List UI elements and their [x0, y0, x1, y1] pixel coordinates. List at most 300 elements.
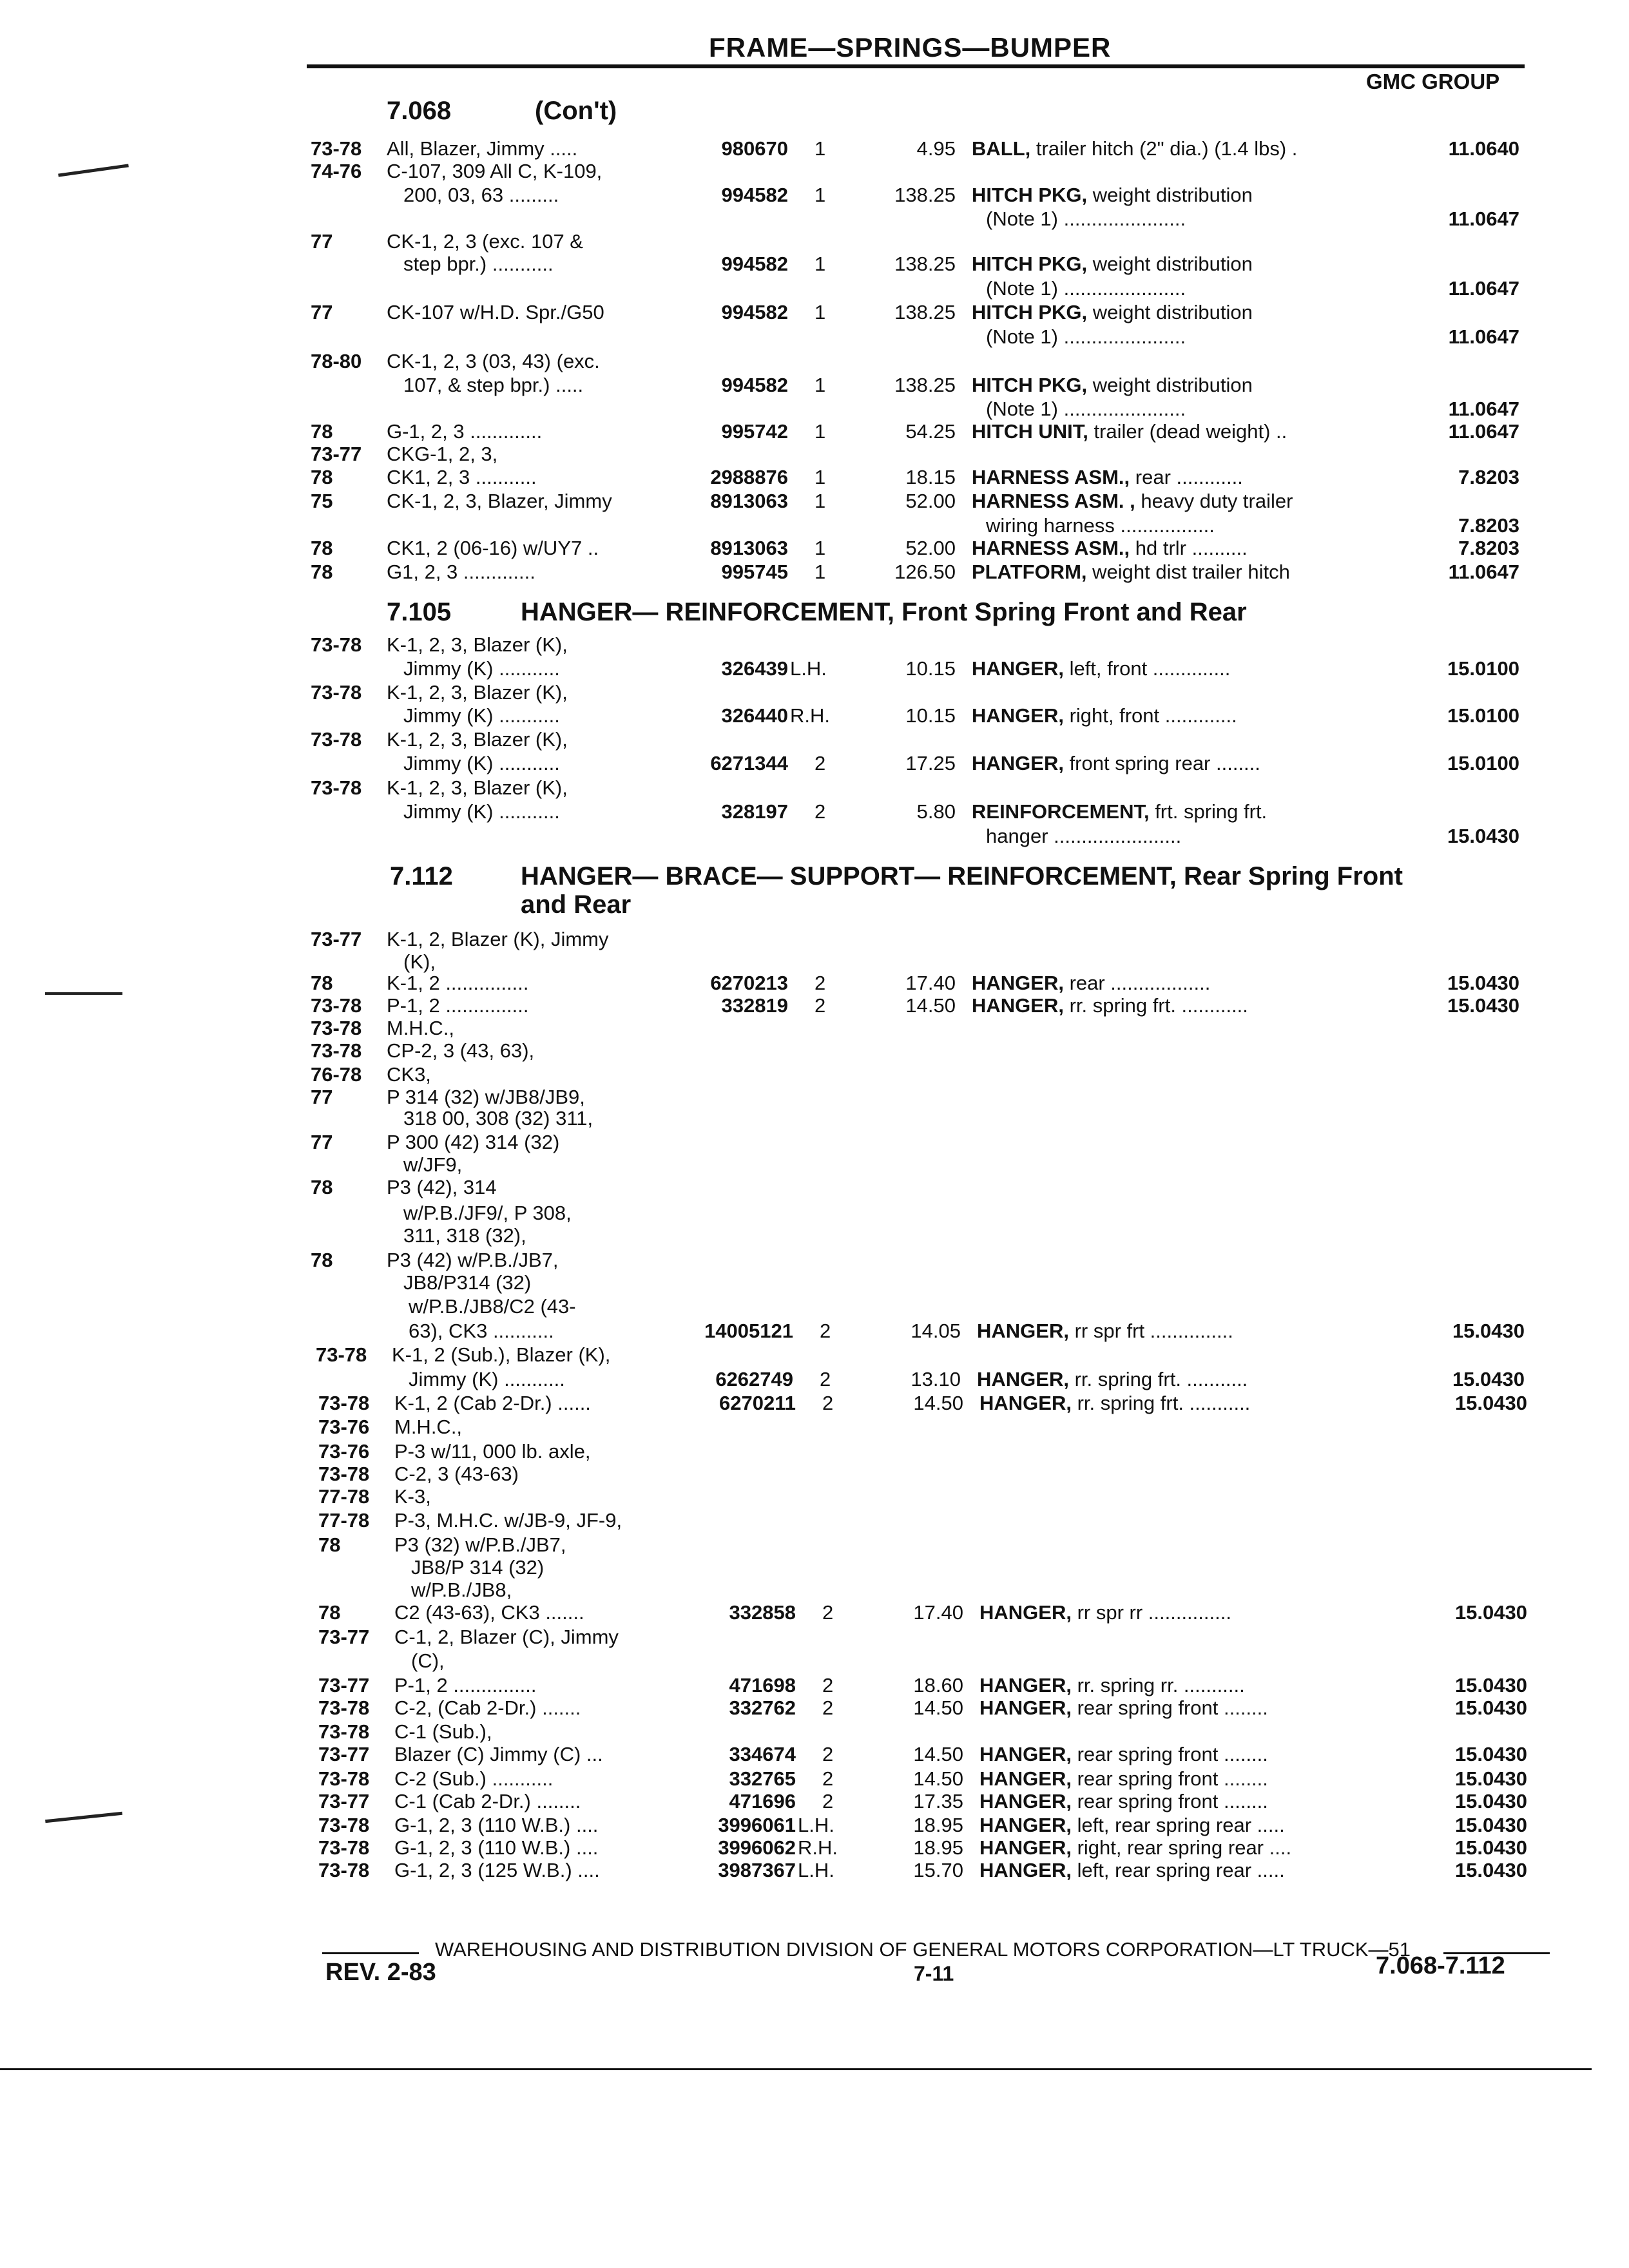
description-keyword: HARNESS ASM.,	[972, 537, 1130, 559]
application: M.H.C.,	[387, 1017, 455, 1039]
application: G-1, 2, 3 (110 W.B.) ....	[394, 1836, 599, 1859]
description-text: (Note 1) ......................	[986, 207, 1186, 230]
model-year: 73-78	[311, 1039, 362, 1062]
quantity: R.H.	[790, 704, 830, 727]
description-text: rear ..................	[1063, 972, 1211, 994]
description-text: rear spring front ........	[1071, 1790, 1268, 1812]
quantity: 1	[815, 253, 826, 275]
catalog-number: 11.0640	[1448, 137, 1519, 160]
description-text: trailer (dead weight) ..	[1088, 420, 1287, 443]
table-row	[0, 657, 1629, 683]
table-row	[0, 443, 1629, 468]
application: CK-1, 2, 3 (exc. 107 &	[387, 230, 583, 253]
description	[972, 420, 1287, 443]
model-year: 78	[318, 1533, 341, 1556]
catalog-number: 15.0430	[1454, 1790, 1527, 1812]
description-text: rr. spring rr. ...........	[1071, 1674, 1245, 1696]
description-keyword: HANGER,	[972, 972, 1064, 994]
table-row	[0, 1836, 1629, 1862]
price: 10.15	[905, 657, 956, 680]
table-row	[0, 1320, 1629, 1345]
application: CKG-1, 2, 3,	[387, 443, 498, 465]
part-number: 14005121	[704, 1320, 793, 1342]
description-keyword: HANGER,	[979, 1601, 1072, 1624]
scan-edge-line	[0, 2068, 1592, 2070]
application: C-1 (Cab 2-Dr.) ........	[394, 1790, 581, 1812]
quantity: 1	[815, 561, 826, 583]
application: K-1, 2 (Cab 2-Dr.) ......	[394, 1392, 591, 1414]
application: Blazer (C) Jimmy (C) ...	[394, 1743, 603, 1765]
part-number: 994582	[721, 374, 788, 396]
description-text: weight distribution	[1087, 184, 1253, 206]
price: 54.25	[905, 420, 956, 443]
table-row	[0, 1601, 1629, 1627]
application: C-2, 3 (43-63)	[394, 1463, 519, 1485]
table-row	[0, 1063, 1629, 1089]
table-row	[0, 374, 1629, 399]
description	[972, 466, 1243, 489]
header-rule	[307, 64, 1525, 68]
application: C-1 (Sub.),	[394, 1720, 492, 1743]
table-row	[0, 1416, 1629, 1441]
description	[972, 301, 1253, 324]
description-text: hanger .......................	[986, 825, 1182, 847]
table-row	[0, 398, 1629, 423]
description-text: rr. spring frt. ...........	[1068, 1368, 1248, 1390]
table-row	[0, 277, 1629, 303]
description-keyword: HANGER,	[979, 1814, 1072, 1836]
description	[979, 1743, 1268, 1766]
table-row	[0, 1224, 1629, 1250]
part-number: 326440	[721, 704, 788, 727]
application: P3 (42) w/P.B./JB7,	[387, 1249, 559, 1271]
model-year: 78	[318, 1601, 341, 1624]
application: P 314 (32) w/JB8/JB9,	[387, 1086, 585, 1108]
table-row	[0, 1368, 1629, 1394]
price: 14.50	[913, 1392, 963, 1414]
model-year: 73-76	[318, 1416, 370, 1438]
table-row	[0, 1720, 1629, 1746]
price: 126.50	[894, 561, 956, 583]
table-row	[0, 537, 1629, 562]
description-keyword: HARNESS ASM.,	[972, 466, 1130, 488]
price: 14.50	[913, 1743, 963, 1765]
price: 18.95	[913, 1814, 963, 1836]
model-year: 73-77	[311, 928, 362, 950]
price: 14.05	[911, 1320, 961, 1342]
application: 200, 03, 63 .........	[403, 184, 559, 206]
quantity: 2	[815, 752, 826, 774]
description	[979, 1814, 1285, 1837]
quantity: 1	[815, 301, 826, 323]
application: K-1, 2, Blazer (K), Jimmy	[387, 928, 609, 950]
table-row	[0, 301, 1629, 327]
description-text: (Note 1) ......................	[986, 277, 1186, 300]
application: 318 00, 308 (32) 311,	[403, 1107, 593, 1129]
description-text: rear spring front ........	[1071, 1743, 1268, 1765]
table-row	[0, 1343, 1629, 1369]
table-row	[0, 1463, 1629, 1488]
table-row	[0, 1249, 1629, 1274]
price: 138.25	[894, 374, 956, 396]
quantity: 1	[815, 137, 826, 160]
model-year: 73-78	[311, 776, 362, 799]
quantity: 2	[820, 1368, 831, 1390]
description	[972, 972, 1210, 995]
description-keyword: PLATFORM,	[972, 561, 1087, 583]
application: w/JF9,	[403, 1153, 463, 1176]
price: 13.10	[911, 1368, 961, 1390]
application: CP-2, 3 (43, 63),	[387, 1039, 535, 1062]
application: w/P.B./JF9/, P 308,	[403, 1202, 572, 1224]
quantity: 1	[815, 374, 826, 396]
page-number: 7-11	[914, 1962, 954, 1985]
model-year: 73-78	[318, 1767, 370, 1790]
quantity: 2	[815, 972, 826, 994]
model-year: 73-77	[318, 1674, 370, 1696]
catalog-number: 15.0430	[1452, 1320, 1525, 1342]
model-year: 73-77	[318, 1743, 370, 1765]
model-year: 73-78	[311, 728, 362, 751]
table-row	[0, 1153, 1629, 1179]
description-text: hd trlr ..........	[1130, 537, 1248, 559]
table-row	[0, 137, 1629, 163]
description	[972, 490, 1293, 513]
description	[972, 137, 1297, 160]
catalog-number: 15.0100	[1447, 657, 1519, 680]
application: K-1, 2, 3, Blazer (K),	[387, 633, 568, 656]
table-row	[0, 1509, 1629, 1535]
table-row	[0, 253, 1629, 278]
table-row	[0, 207, 1629, 233]
part-number: 8913063	[710, 490, 788, 512]
part-number: 334674	[729, 1743, 796, 1765]
description	[979, 1696, 1268, 1720]
quantity: 2	[822, 1696, 834, 1719]
description	[979, 1859, 1285, 1882]
application: K-1, 2 (Sub.), Blazer (K),	[392, 1343, 611, 1366]
description-text: heavy duty trailer	[1135, 490, 1293, 512]
application: 63), CK3 ...........	[409, 1320, 554, 1342]
part-number: 995745	[721, 561, 788, 583]
part-number: 332762	[729, 1696, 796, 1719]
model-year: 73-77	[318, 1626, 370, 1648]
description	[972, 253, 1253, 276]
description-text: rr. spring frt. ............	[1063, 994, 1248, 1017]
model-year: 73-78	[318, 1696, 370, 1719]
description	[986, 825, 1181, 848]
model-year: 77-78	[318, 1509, 370, 1532]
catalog-number: 15.0430	[1452, 1368, 1525, 1390]
model-year: 77	[311, 1086, 333, 1108]
table-row	[0, 800, 1629, 826]
price: 4.95	[916, 137, 956, 160]
catalog-number: 7.8203	[1458, 466, 1519, 488]
description	[972, 561, 1290, 584]
table-row	[0, 1626, 1629, 1651]
footer-rule-left	[322, 1952, 419, 1954]
part-number: 6270211	[719, 1392, 796, 1414]
quantity: 1	[815, 420, 826, 443]
catalog-number: 15.0430	[1454, 1696, 1527, 1719]
table-row	[0, 994, 1629, 1020]
table-row	[0, 1674, 1629, 1700]
description-text: right, rear spring rear ....	[1071, 1836, 1292, 1859]
part-number: 332858	[729, 1601, 796, 1624]
table-row	[0, 561, 1629, 586]
table-row	[0, 1556, 1629, 1582]
catalog-number: 7.8203	[1458, 537, 1519, 559]
quantity: R.H.	[798, 1836, 838, 1859]
application: C-107, 309 All C, K-109,	[387, 160, 602, 182]
model-year: 73-78	[311, 137, 362, 160]
price: 138.25	[894, 253, 956, 275]
description-keyword: HITCH PKG,	[972, 184, 1088, 206]
part-number: 332819	[721, 994, 788, 1017]
application: 311, 318 (32),	[403, 1224, 526, 1247]
price: 52.00	[905, 490, 956, 512]
description-text: rear spring front ........	[1071, 1696, 1268, 1719]
part-number: 994582	[721, 253, 788, 275]
table-row	[0, 420, 1629, 446]
catalog-number: 15.0100	[1447, 704, 1519, 727]
description-keyword: REINFORCEMENT,	[972, 800, 1150, 823]
description-keyword: HANGER,	[979, 1836, 1072, 1859]
model-year: 73-78	[318, 1720, 370, 1743]
table-row	[0, 1743, 1629, 1769]
part-number: 995742	[721, 420, 788, 443]
application: Jimmy (K) ...........	[403, 657, 560, 680]
application: Jimmy (K) ...........	[403, 800, 560, 823]
application: Jimmy (K) ...........	[403, 704, 560, 727]
catalog-number: 7.8203	[1458, 514, 1519, 537]
table-row	[0, 825, 1629, 850]
section-number: 7.068	[387, 97, 452, 125]
application: K-1, 2, 3, Blazer (K),	[387, 681, 568, 704]
application: CK1, 2, 3 ...........	[387, 466, 537, 488]
model-year: 77-78	[318, 1485, 370, 1508]
description-keyword: HARNESS ASM. ,	[972, 490, 1135, 512]
application: step bpr.) ...........	[403, 253, 554, 275]
price: 17.35	[913, 1790, 963, 1812]
model-year: 78-80	[311, 350, 362, 372]
description-text: (Note 1) ......................	[986, 325, 1186, 348]
application: w/P.B./JB8,	[411, 1579, 512, 1601]
description	[972, 800, 1267, 823]
table-row	[0, 681, 1629, 707]
part-number: 3987367	[718, 1859, 796, 1881]
application: C-1, 2, Blazer (C), Jimmy	[394, 1626, 619, 1648]
description-text: rr. spring frt. ...........	[1071, 1392, 1251, 1414]
table-row	[0, 160, 1629, 186]
description-text: weight distribution	[1087, 374, 1253, 396]
description-keyword: HITCH PKG,	[972, 374, 1088, 396]
catalog-number: 15.0430	[1447, 825, 1519, 847]
application: G-1, 2, 3 (125 W.B.) ....	[394, 1859, 600, 1881]
table-row	[0, 1271, 1629, 1297]
catalog-number: 15.0430	[1454, 1601, 1527, 1624]
description	[972, 184, 1253, 207]
application: CK-107 w/H.D. Spr./G50	[387, 301, 604, 323]
table-row	[0, 1017, 1629, 1043]
application: K-1, 2 ...............	[387, 972, 529, 994]
model-year: 77	[311, 230, 333, 253]
description-text: rr spr rr ...............	[1071, 1601, 1231, 1624]
table-row	[0, 728, 1629, 754]
price: 18.15	[905, 466, 956, 488]
model-year: 77	[311, 301, 333, 323]
price: 52.00	[905, 537, 956, 559]
table-row	[0, 466, 1629, 492]
description	[972, 704, 1237, 727]
description	[972, 374, 1253, 397]
table-row	[0, 1649, 1629, 1675]
description-keyword: HANGER,	[979, 1696, 1072, 1719]
section-number: 7.112	[390, 862, 453, 890]
model-year: 78	[311, 1176, 333, 1198]
description-keyword: HANGER,	[972, 752, 1064, 774]
quantity: 1	[815, 537, 826, 559]
part-number: 994582	[721, 301, 788, 323]
quantity: L.H.	[798, 1814, 834, 1836]
description-keyword: HANGER,	[972, 994, 1064, 1017]
application: JB8/P314 (32)	[403, 1271, 532, 1294]
table-row	[0, 1696, 1629, 1722]
application: P-1, 2 ...............	[387, 994, 529, 1017]
description-keyword: HANGER,	[979, 1790, 1072, 1812]
catalog-number: 15.0430	[1454, 1767, 1527, 1790]
table-row	[0, 514, 1629, 540]
price: 5.80	[916, 800, 956, 823]
price: 138.25	[894, 184, 956, 206]
description-text: rear ............	[1130, 466, 1243, 488]
description-keyword: HANGER,	[977, 1320, 1069, 1342]
table-row	[0, 776, 1629, 802]
model-year: 77	[311, 1131, 333, 1153]
hole-punch-mark	[45, 992, 122, 995]
table-row	[0, 1533, 1629, 1559]
part-number: 2988876	[710, 466, 788, 488]
description	[972, 994, 1248, 1017]
model-year: 73-77	[311, 443, 362, 465]
catalog-number: 15.0430	[1454, 1836, 1527, 1859]
description-keyword: HANGER,	[972, 657, 1064, 680]
catalog-number: 15.0430	[1454, 1674, 1527, 1696]
description-keyword: HANGER,	[979, 1859, 1072, 1881]
application: K-3,	[394, 1485, 431, 1508]
model-year: 78	[311, 1249, 333, 1271]
price: 10.15	[905, 704, 956, 727]
description-text: (Note 1) ......................	[986, 398, 1186, 420]
model-year: 75	[311, 490, 333, 512]
table-row	[0, 184, 1629, 209]
page-header-title: FRAME—SPRINGS—BUMPER	[709, 32, 1112, 62]
model-year: 73-78	[318, 1814, 370, 1836]
quantity: 1	[815, 184, 826, 206]
price: 15.70	[913, 1859, 963, 1881]
description-text: trailer hitch (2" dia.) (1.4 lbs) .	[1030, 137, 1298, 160]
description-text: rear spring front ........	[1071, 1767, 1268, 1790]
model-year: 78	[311, 561, 333, 583]
section-number: 7.105	[387, 598, 452, 626]
model-year: 76-78	[311, 1063, 362, 1086]
description-keyword: BALL,	[972, 137, 1031, 160]
application: w/P.B./JB8/C2 (43-	[409, 1295, 576, 1318]
description	[972, 537, 1248, 560]
table-row	[0, 325, 1629, 351]
part-number: 6270213	[710, 972, 788, 994]
application: CK-1, 2, 3, Blazer, Jimmy	[387, 490, 612, 512]
quantity: L.H.	[790, 657, 827, 680]
description-text: frt. spring frt.	[1149, 800, 1268, 823]
catalog-number: 11.0647	[1448, 398, 1519, 420]
quantity: 2	[815, 994, 826, 1017]
model-year: 73-78	[318, 1463, 370, 1485]
description-text: left, front ..............	[1063, 657, 1231, 680]
footer-division-line: WAREHOUSING AND DISTRIBUTION DIVISION OF GENERAL MOTORS CORPORATION—LT TRUCK—51	[435, 1938, 1411, 1961]
description-text: front spring rear ........	[1063, 752, 1260, 774]
price: 17.25	[905, 752, 956, 774]
application: All, Blazer, Jimmy .....	[387, 137, 578, 160]
quantity: 2	[815, 800, 826, 823]
table-row	[0, 1767, 1629, 1793]
description	[977, 1320, 1233, 1343]
table-row	[0, 1790, 1629, 1816]
application: G-1, 2, 3 (110 W.B.) ....	[394, 1814, 599, 1836]
description-keyword: HANGER,	[972, 704, 1064, 727]
application: P-1, 2 ...............	[394, 1674, 537, 1696]
description-keyword: HANGER,	[979, 1674, 1072, 1696]
price: 18.95	[913, 1836, 963, 1859]
table-row	[0, 1579, 1629, 1604]
application: CK3,	[387, 1063, 431, 1086]
application: P-3, M.H.C. w/JB-9, JF-9,	[394, 1509, 622, 1532]
table-row	[0, 1859, 1629, 1885]
table-row	[0, 1392, 1629, 1418]
section-range: 7.068-7.112	[1376, 1952, 1505, 1979]
catalog-number: 11.0647	[1448, 420, 1519, 443]
catalog-number: 11.0647	[1448, 561, 1519, 583]
description-text: rr spr frt ...............	[1068, 1320, 1233, 1342]
application: C2 (43-63), CK3 .......	[394, 1601, 584, 1624]
description-keyword: HITCH PKG,	[972, 301, 1088, 323]
application: P-3 w/11, 000 lb. axle,	[394, 1440, 591, 1463]
quantity: 2	[820, 1320, 831, 1342]
application: (C),	[411, 1649, 445, 1672]
table-row	[0, 1202, 1629, 1227]
revision-label: REV. 2-83	[325, 1959, 436, 1986]
table-row	[0, 928, 1629, 954]
application: K-1, 2, 3, Blazer (K),	[387, 776, 568, 799]
description-keyword: HANGER,	[979, 1767, 1072, 1790]
model-year: 73-78	[311, 681, 362, 704]
table-row	[0, 1814, 1629, 1840]
part-number: 3996061	[718, 1814, 796, 1836]
quantity: 2	[822, 1601, 834, 1624]
quantity: L.H.	[798, 1859, 834, 1881]
application: P 300 (42) 314 (32)	[387, 1131, 560, 1153]
application: G-1, 2, 3 .............	[387, 420, 543, 443]
application: Jimmy (K) ...........	[403, 752, 560, 774]
description	[979, 1767, 1268, 1791]
description	[986, 277, 1186, 300]
section-title-continued: and Rear	[521, 890, 631, 919]
table-row	[0, 1440, 1629, 1466]
model-year: 73-77	[318, 1790, 370, 1812]
application: Jimmy (K) ...........	[409, 1368, 565, 1390]
price: 14.50	[913, 1767, 963, 1790]
catalog-number: 15.0100	[1447, 752, 1519, 774]
